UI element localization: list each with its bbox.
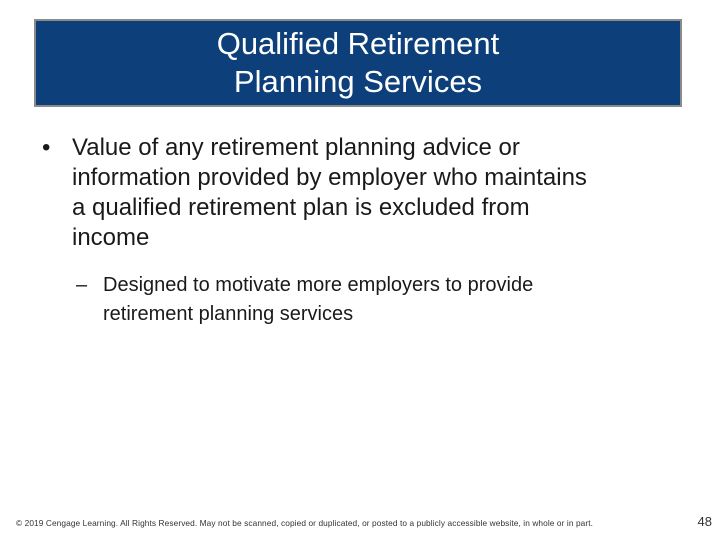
bullet-text-line: information provided by employer who maintains [72,164,587,191]
slide-title-line-2: Planning Services [233,64,483,99]
bullet-text-line: Value of any retirement planning advice or [72,134,520,161]
sub-bullet-text-line: Designed to motivate more employers to provide [103,274,534,296]
copyright-footer: © 2019 Cengage Learning. All Rights Reserved. May not be scanned, copied or duplicated, or posted to a publicly accessible website, in whole or in part. [16,518,594,528]
sub-bullet-marker: – [76,274,88,296]
sub-bullet-text [103,271,533,329]
slide-title-box [34,19,682,107]
bullet-text-line: a qualified retirement plan is excluded from [72,194,530,221]
bullet-point [42,133,682,253]
bullet-marker: • [42,134,51,161]
sub-bullet-text-line: retirement planning services [103,303,354,325]
sub-bullet-point [76,271,686,329]
slide-title-line-1: Qualified Retirement [216,26,500,61]
page-number: 48 [697,514,712,529]
bullet-text-line: income [72,224,150,251]
bullet-text [72,133,587,253]
